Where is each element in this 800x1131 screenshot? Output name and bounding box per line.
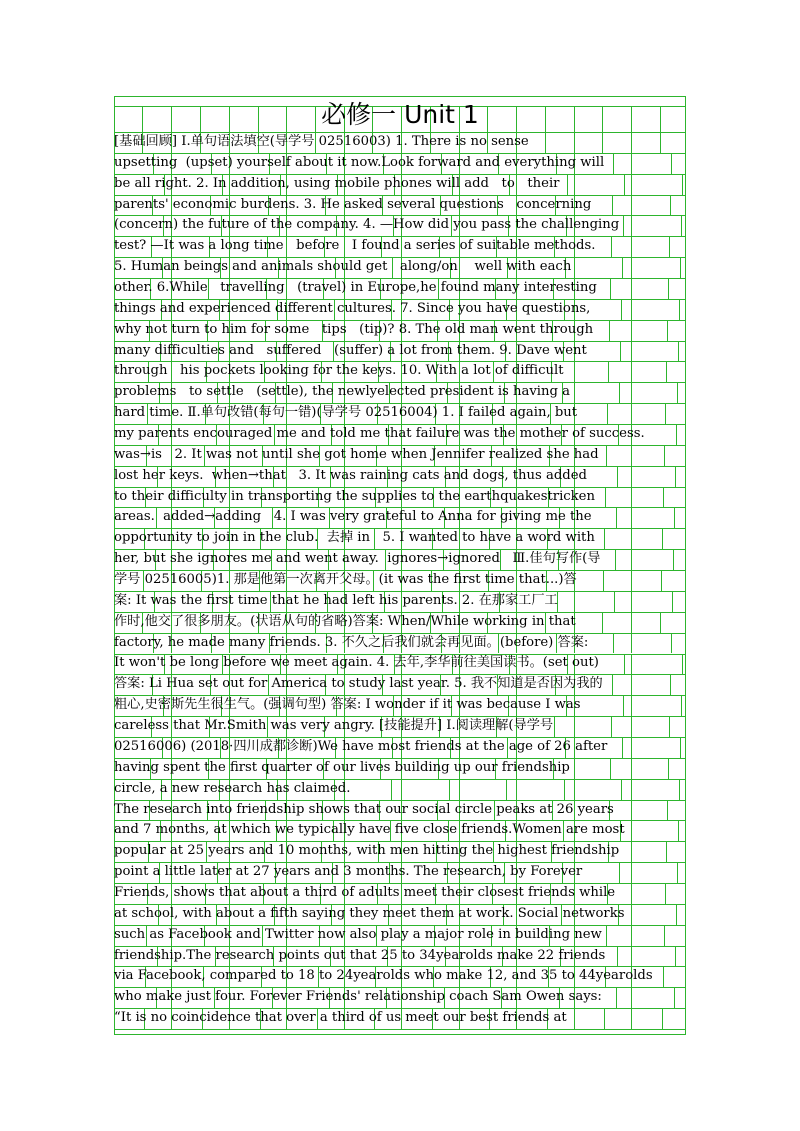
text-line: Friends, shows that about a third of adults meet their closest friends while [114,884,616,900]
text-line: lost her keys. when→that 3. It was raining cats and dogs, thus added [114,467,587,483]
text-line: circle, a new research has claimed. [114,780,351,796]
text-line: be all right. 2. In addition, using mobile phones will add to their [114,175,560,191]
text-line: 答案: Li Hua set out for America to study last year. 5. 我不知道是否因为我的 [114,676,603,692]
text-line: 作时,他交了很多朋友。(状语从句的省略)答案: When/While working in that [114,613,576,629]
text-line: It won't be long before we meet again. 4. 去年,李华前往美国读书。(set out) [114,655,599,671]
text-line: problems to settle (settle), the newlyelected president is having a [114,384,571,400]
text-line: test? —It was a long time before I found a series of suitable methods. [114,238,596,254]
text-line: other. 6.While travelling (travel) in Europe,he found many interesting [114,280,597,296]
page-title: 必修一 Unit 1 [321,100,479,129]
text-line: parents' economic burdens. 3. He asked several questions concerning [114,196,592,212]
text-line: many difficulties and suffered (suffer) a lot from them. 9. Dave went [114,342,587,358]
text-line: 02516006) (2018·四川成都诊断)We have most friends at the age of 26 after [114,738,608,754]
text-line: (concern) the future of the company. 4. —How did you pass the challenging [114,217,620,233]
text-line: factory, he made many friends. 3. 不久之后我们就会再见面。(before) 答案: [114,634,589,650]
text-line: through his pockets looking for the keys. 10. With a lot of difficult [114,363,564,379]
text-line: careless that Mr.Smith was very angry. [技能提升] Ⅰ.阅读理解(导学号 [114,718,554,734]
text-line: 学号 02516005)1. 那是他第一次离开父母。(it was the first time that...)答 [114,572,577,588]
text-line: point a little later at 27 years and 3 months. The research, by Forever [114,864,583,880]
text-line: popular at 25 years and 10 months, with men hitting the highest friendship [114,843,620,859]
text-line: areas. added→adding 4. I was very grateful to Anna for giving me the [114,509,592,525]
text-line: why not turn to him for some tips (tip)? 8. The old man went through [114,321,594,337]
text-line: via Facebook, compared to 18 to 24yearolds who make 12, and 35 to 44yearolds [114,968,653,984]
text-line: and 7 months, at which we typically have five close friends.Women are most [114,822,625,838]
text-line: having spent the first quarter of our lives building up our friendship [114,759,570,775]
text-line: to their difficulty in transporting the supplies to the earthquakestricken [114,488,595,504]
text-line: her, but she ignores me and went away. ignores→ignored Ⅲ.佳句写作(导 [114,551,601,567]
text-line: 5. Human beings and animals should get along/on well with each [114,259,572,275]
text-line: friendship.The research points out that 25 to 34yearolds make 22 friends [114,947,606,963]
text-line: hard time. Ⅱ.单句改错(每句一错)(导学号 02516004) 1. I failed again, but [114,405,578,421]
text-line: upsetting (upset) yourself about it now.Look forward and everything will [114,154,605,170]
body-text [114,132,689,1029]
text-line: at school, with about a fifth saying they meet them at work. Social networks [114,905,625,921]
text-line: things and experienced different cultures. 7. Since you have questions, [114,300,591,316]
text-line: 案: It was the first time that he had left his parents. 2. 在那家工厂工 [114,592,558,608]
text-line: [基础回顾] Ⅰ.单句语法填空(导学号 02516003) 1. There is no sense [114,134,529,149]
text-line: opportunity to join in the club. 去掉 in 5. I wanted to have a word with [114,530,595,546]
text-line: my parents encouraged me and told me that failure was the mother of success. [114,426,645,442]
text-line: “It is no coincidence that over a third of us meet our best friends at [114,1010,567,1026]
text-line: was→is 2. It was not until she got home when Jennifer realized she had [114,446,599,462]
text-line: such as Facebook and Twitter now also play a major role in building new [114,926,602,942]
text-line: 粗心,史密斯先生很生气。(强调句型) 答案: I wonder if it was because I was [114,697,581,713]
text-line: who make just four. Forever Friends' relationship coach Sam Owen says: [114,989,602,1005]
text-line: The research into friendship shows that our social circle peaks at 26 years [114,801,614,817]
